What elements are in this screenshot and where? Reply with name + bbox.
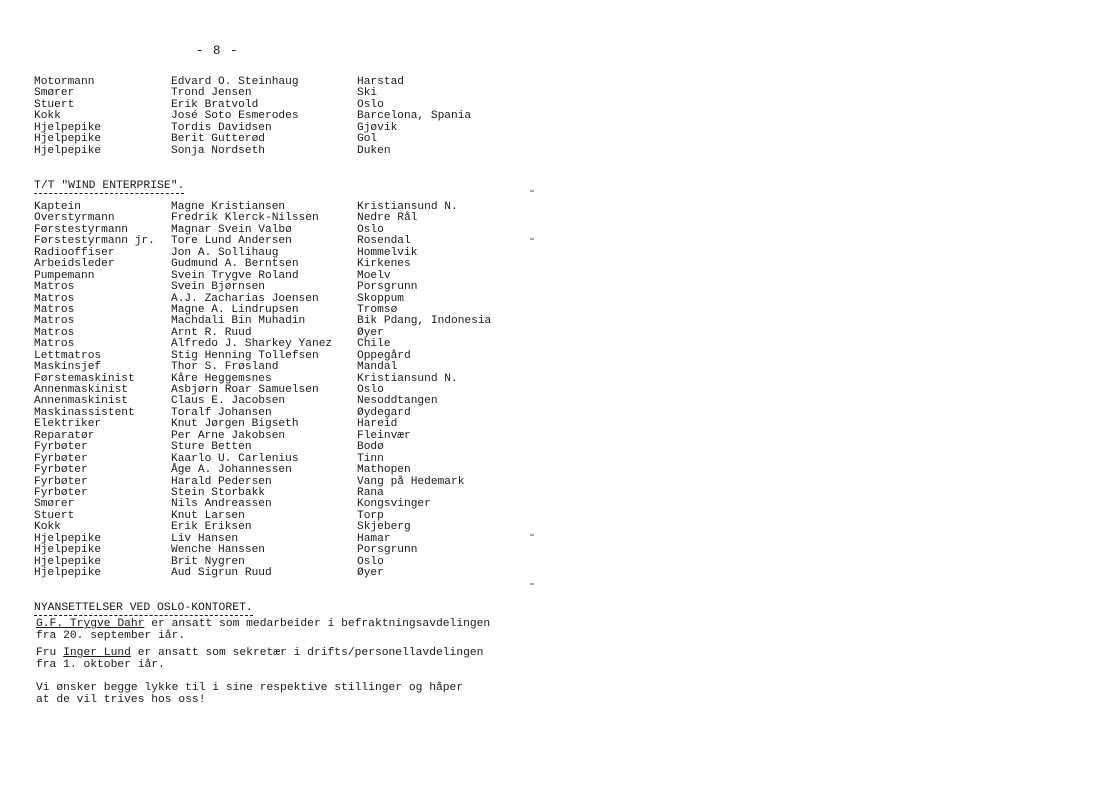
crew-hometown: Tromsø xyxy=(357,303,398,316)
crew-name: José Soto Esmerodes xyxy=(171,110,299,123)
crew-name: Magne A. Lindrupsen xyxy=(171,303,299,316)
crew-hometown: Skjeberg xyxy=(357,521,411,534)
crew-hometown: Moelv xyxy=(357,269,391,282)
crew-position: Hjelpepike xyxy=(34,532,102,545)
crew-position: Matros xyxy=(34,315,75,328)
crew-position: Stuert xyxy=(34,509,75,522)
crew-position: Hjelpepike xyxy=(34,555,102,568)
crew-position: Pumpemann xyxy=(34,269,95,282)
crew-row xyxy=(34,339,547,350)
crew-name: Kåre Heggemsnes xyxy=(171,372,272,385)
paragraph-lund xyxy=(36,647,483,671)
crew-name: Tordis Davidsen xyxy=(171,121,272,134)
crew-position: Smører xyxy=(34,498,75,511)
crew-name: Sonja Nordseth xyxy=(171,144,265,157)
crew-row xyxy=(34,511,547,522)
crew-hometown: Øydegard xyxy=(357,406,411,419)
crew-row xyxy=(34,431,547,442)
crew-position: Fyrbøter xyxy=(34,486,88,499)
crew-name: Tore Lund Andersen xyxy=(171,235,292,248)
crew-position: Fyrbøter xyxy=(34,452,88,465)
crew-row xyxy=(34,568,547,579)
crew-position: Hjelpepike xyxy=(34,144,102,157)
crew-name: Brit Nygren xyxy=(171,555,245,568)
crew-name: Asbjørn Roar Samuelsen xyxy=(171,384,319,396)
paragraph-closing-line2: at de vil trives hos oss! xyxy=(36,694,206,706)
crew-row xyxy=(34,111,547,122)
section-title-text: NYANSETTELSER VED OSLO-KONTORET. xyxy=(34,602,253,614)
crew-hometown: Bodø xyxy=(357,441,384,454)
crew-name: Fredrik Klerck-Nilssen xyxy=(171,212,319,225)
crew-name: Edvard O. Steinhaug xyxy=(171,76,299,88)
crew-position: Matros xyxy=(34,303,75,316)
crew-list-top xyxy=(34,77,547,157)
crew-hometown: Skoppum xyxy=(357,292,404,305)
crew-hometown: Porsgrunn xyxy=(357,544,418,557)
crew-hometown: Porsgrunn xyxy=(357,281,418,294)
crew-position: Fyrbøter xyxy=(34,441,88,454)
paragraph-closing xyxy=(36,682,463,706)
crew-row xyxy=(34,534,547,545)
crew-hometown: Nedre Rål xyxy=(357,212,418,225)
crew-position: Hjelpepike xyxy=(34,544,102,557)
crew-position: Lettmatros xyxy=(34,349,102,362)
crew-row xyxy=(34,351,547,362)
crew-name: Erik Bratvold xyxy=(171,98,259,111)
crew-hometown: Hareid xyxy=(357,418,398,431)
crew-position: Førstestyrmann xyxy=(34,223,128,236)
crew-position: Annenmaskinist xyxy=(34,395,128,408)
paragraph-closing-line1: Vi ønsker begge lykke til i sine respektive stillinger og håper xyxy=(36,682,464,694)
crew-row xyxy=(34,134,547,145)
crew-hometown: Hamar xyxy=(357,532,391,545)
crew-position: Fyrbøter xyxy=(34,464,88,477)
paragraph-dahr-text: er ansatt som medarbeider i befraktningsavdelingen xyxy=(144,618,491,630)
crew-name: Stein Storbakk xyxy=(171,486,265,499)
crew-name: Kaarlo U. Carlenius xyxy=(171,452,299,465)
crew-hometown: Mathopen xyxy=(357,464,411,477)
crew-row xyxy=(34,557,547,568)
scan-speck xyxy=(530,534,534,536)
crew-position: Arbeidsleder xyxy=(34,258,115,271)
crew-row xyxy=(34,522,547,533)
crew-hometown: Kongsvinger xyxy=(357,498,431,511)
scan-speck xyxy=(530,190,534,192)
crew-name: Gudmund A. Berntsen xyxy=(171,258,299,271)
scan-speck xyxy=(530,238,534,240)
crew-hometown: Oslo xyxy=(357,384,384,396)
crew-row xyxy=(34,488,547,499)
paragraph-dahr-line2: fra 20. september iår. xyxy=(36,630,186,642)
crew-position: Smører xyxy=(34,87,75,100)
crew-name: A.J. Zacharias Joensen xyxy=(171,292,319,305)
crew-name: Jon A. Sollihaug xyxy=(171,246,279,259)
crew-position: Førstestyrmann jr. xyxy=(34,235,155,248)
crew-name: Berit Gutterød xyxy=(171,133,265,146)
crew-name: Knut Larsen xyxy=(171,509,245,522)
crew-hometown: Ski xyxy=(357,87,378,100)
crew-row xyxy=(34,259,547,270)
crew-position: Fyrbøter xyxy=(34,475,88,488)
crew-hometown: Øyer xyxy=(357,567,384,579)
paragraph-dahr xyxy=(36,618,490,642)
crew-hometown: Kristiansund N. xyxy=(357,201,458,213)
scan-speck xyxy=(530,583,534,585)
crew-name: Trond Jensen xyxy=(171,87,252,100)
crew-position: Hjelpepike xyxy=(34,121,102,134)
crew-name: Per Arne Jakobsen xyxy=(171,429,286,442)
crew-hometown: Hommelvik xyxy=(357,246,418,259)
crew-name: Sture Betten xyxy=(171,441,252,454)
crew-name: Harald Pedersen xyxy=(171,475,272,488)
crew-position: Matros xyxy=(34,281,75,294)
page-number: - 8 - xyxy=(196,44,239,58)
crew-row xyxy=(34,271,547,282)
crew-hometown: Duken xyxy=(357,144,391,157)
crew-row xyxy=(34,545,547,556)
crew-row xyxy=(34,442,547,453)
crew-position: Motormann xyxy=(34,76,95,88)
crew-name: Stig Henning Tollefsen xyxy=(171,349,319,362)
crew-position: Maskinassistent xyxy=(34,406,135,419)
crew-name: Svein Bjørnsen xyxy=(171,281,265,294)
crew-name: Aud Sigrun Ruud xyxy=(171,567,272,579)
crew-hometown: Harstad xyxy=(357,76,404,88)
crew-hometown: Nesoddtangen xyxy=(357,395,438,408)
crew-hometown: Kirkenes xyxy=(357,258,411,271)
crew-position: Førstemaskinist xyxy=(34,372,135,385)
ship-title xyxy=(34,180,184,192)
crew-row xyxy=(34,88,547,99)
crew-hometown: Oslo xyxy=(357,223,384,236)
crew-name: Magne Kristiansen xyxy=(171,201,286,213)
crew-list-wind-enterprise xyxy=(34,202,547,579)
crew-position: Hjelpepike xyxy=(34,133,102,146)
crew-row xyxy=(34,282,547,293)
crew-position: Matros xyxy=(34,338,75,351)
crew-hometown: Rosendal xyxy=(357,235,411,248)
crew-position: Elektriker xyxy=(34,418,102,431)
crew-hometown: Mandal xyxy=(357,361,398,374)
crew-row xyxy=(34,316,547,327)
crew-name: Nils Andreassen xyxy=(171,498,272,511)
crew-position: Kokk xyxy=(34,521,61,534)
crew-name: Toralf Johansen xyxy=(171,406,272,419)
crew-position: Stuert xyxy=(34,98,75,111)
crew-name: Knut Jørgen Bigseth xyxy=(171,418,299,431)
crew-hometown: Gol xyxy=(357,133,378,146)
crew-position: Maskinsjef xyxy=(34,361,102,374)
person-name-lund: Inger Lund xyxy=(63,647,131,659)
ship-title-text: T/T "WIND ENTERPRISE". xyxy=(34,180,185,192)
crew-hometown: Kristiansund N. xyxy=(357,372,458,385)
crew-row xyxy=(34,499,547,510)
section-title xyxy=(34,602,253,614)
crew-position: Overstyrmann xyxy=(34,212,115,225)
crew-position: Hjelpepike xyxy=(34,567,102,579)
crew-hometown: Oslo xyxy=(357,555,384,568)
crew-hometown: Torp xyxy=(357,509,384,522)
crew-row xyxy=(34,465,547,476)
crew-name: Magnar Svein Valbø xyxy=(171,223,292,236)
crew-hometown: Gjøvik xyxy=(357,121,398,134)
crew-hometown: Øyer xyxy=(357,326,384,339)
crew-hometown: Oslo xyxy=(357,98,384,111)
crew-row xyxy=(34,362,547,373)
crew-position: Annenmaskinist xyxy=(34,384,128,396)
crew-row xyxy=(34,123,547,134)
crew-name: Åge A. Johannessen xyxy=(171,464,292,477)
crew-position: Kaptein xyxy=(34,201,81,213)
crew-name: Claus E. Jacobsen xyxy=(171,395,286,408)
crew-hometown: Tinn xyxy=(357,452,384,465)
crew-hometown: Fleinvær xyxy=(357,429,411,442)
crew-name: Machdali Bin Muhadin xyxy=(171,315,306,328)
crew-name: Arnt R. Ruud xyxy=(171,326,252,339)
crew-hometown: Vang på Hedemark xyxy=(357,475,465,488)
paragraph-lund-line2: fra 1. oktober iår. xyxy=(36,659,165,671)
crew-hometown: Rana xyxy=(357,486,384,499)
crew-row xyxy=(34,419,547,430)
crew-hometown: Oppegård xyxy=(357,349,411,362)
crew-hometown: Barcelona, Spania xyxy=(357,110,472,123)
crew-row xyxy=(34,146,547,157)
crew-hometown: Bik Pdang, Indonesia xyxy=(357,315,492,328)
paragraph-lund-prefix: Fru xyxy=(36,647,64,659)
crew-name: Wenche Hanssen xyxy=(171,544,265,557)
crew-name: Thor S. Frøsland xyxy=(171,361,279,374)
person-name-dahr: G.F. Trygve Dahr xyxy=(36,618,145,630)
crew-position: Reparatør xyxy=(34,429,95,442)
crew-position: Matros xyxy=(34,292,75,305)
crew-position: Kokk xyxy=(34,110,61,123)
crew-row xyxy=(34,77,547,88)
crew-hometown: Chile xyxy=(357,338,391,351)
crew-name: Svein Trygve Roland xyxy=(171,269,299,282)
crew-position: Matros xyxy=(34,326,75,339)
paragraph-lund-text: er ansatt som sekretær i drifts/personellavdelingen xyxy=(130,647,484,659)
crew-position: Radiooffiser xyxy=(34,246,115,259)
crew-name: Liv Hansen xyxy=(171,532,239,545)
crew-name: Alfredo J. Sharkey Yanez xyxy=(171,338,333,351)
crew-name: Erik Eriksen xyxy=(171,521,252,534)
crew-row xyxy=(34,477,547,488)
